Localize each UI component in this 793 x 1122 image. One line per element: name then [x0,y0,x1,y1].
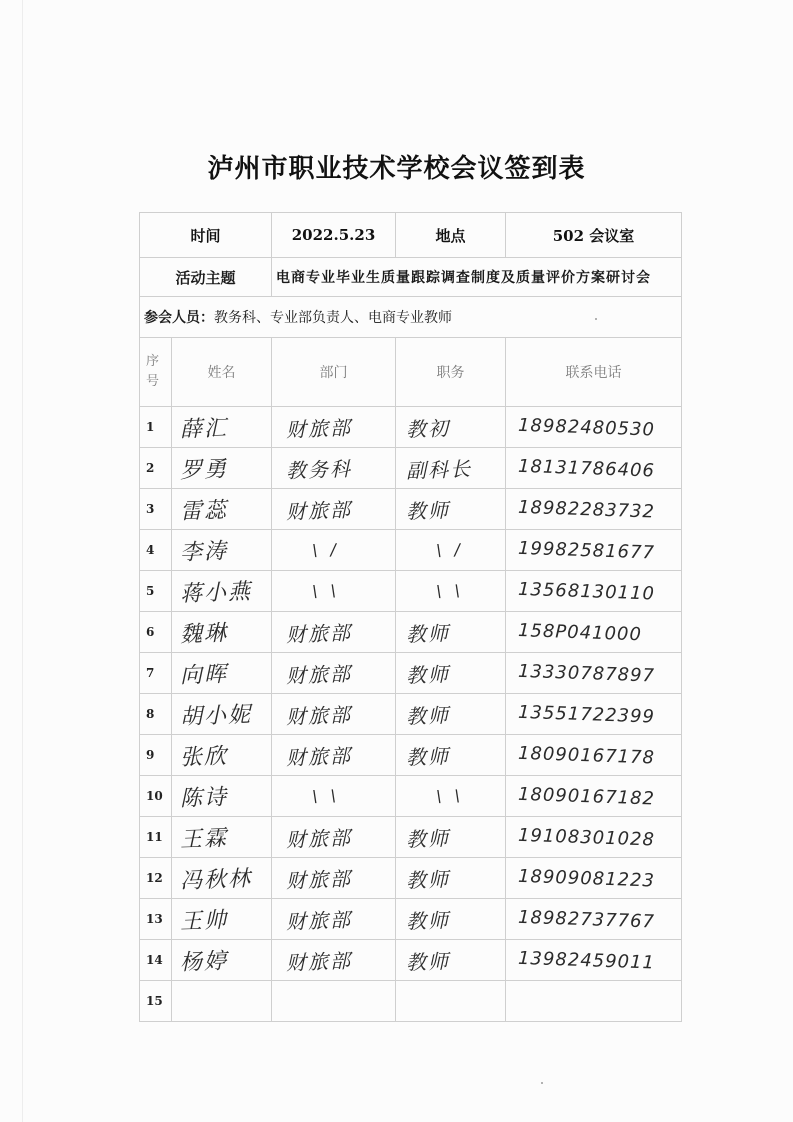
row-dept: 财旅部 [285,907,353,934]
row-title: 教师 [405,702,451,729]
row-signature-name: 魏琳 [179,620,229,648]
row-phone-cell [506,448,682,489]
row-title-cell [396,735,506,776]
row-phone-cell [506,612,682,653]
row-dept-cell [272,530,396,571]
table-row [140,899,682,940]
row-seq-cell: 2 [140,448,172,489]
row-phone: 18909081223 [517,865,656,892]
row-dept-cell [272,776,396,817]
table-row [140,776,682,817]
row-signature-name: 冯秋林 [179,866,253,894]
column-header-dept: 部门 [272,338,396,407]
row-signature-name-cell [172,530,272,571]
row-phone: 18090167182 [517,783,656,810]
row-phone-cell [506,817,682,858]
row-seq-cell: 14 [140,940,172,981]
meeting-info-row [140,213,682,258]
row-dept: \ / [311,539,341,560]
row-phone: 18982480530 [517,414,656,441]
row-dept: 财旅部 [285,620,353,647]
row-dept-cell [272,981,396,1022]
row-title-cell [396,776,506,817]
column-header-name: 姓名 [172,338,272,407]
row-dept-cell [272,489,396,530]
column-header-phone: 联系电话 [506,338,682,407]
table-row [140,571,682,612]
row-signature-name-cell [172,940,272,981]
row-signature-name: 杨婷 [179,948,229,976]
row-seq-cell: 5 [140,571,172,612]
row-title-cell [396,694,506,735]
row-dept-cell [272,817,396,858]
row-phone: 18982737767 [517,906,656,933]
row-phone-cell [506,940,682,981]
topic-row [140,258,682,297]
row-title: 副科长 [405,456,473,483]
row-title: 教初 [405,415,451,442]
row-signature-name-cell [172,489,272,530]
row-title: 教师 [405,661,451,688]
table-row [140,448,682,489]
row-title-cell [396,571,506,612]
row-title: \ \ [435,785,465,806]
row-dept-cell [272,694,396,735]
row-signature-name-cell [172,858,272,899]
row-seq-cell: 8 [140,694,172,735]
row-seq-cell: 11 [140,817,172,858]
row-signature-name-cell [172,694,272,735]
row-seq-cell: 6 [140,612,172,653]
row-dept: 财旅部 [285,743,353,770]
row-dept-cell [272,653,396,694]
row-signature-name: 雷蕊 [179,497,229,525]
place-label: 地点 [396,213,506,258]
row-dept: 财旅部 [285,825,353,852]
row-title: 教师 [405,497,451,524]
row-signature-name-cell [172,448,272,489]
row-phone: 18982283732 [517,496,656,523]
row-signature-name: 向晖 [179,661,229,689]
row-dept-cell [272,612,396,653]
row-title-cell [396,817,506,858]
row-signature-name-cell [172,653,272,694]
column-header-row [140,338,682,407]
row-dept: 财旅部 [285,702,353,729]
row-signature-name-cell [172,735,272,776]
row-signature-name-cell [172,981,272,1022]
row-dept-cell [272,858,396,899]
row-signature-name: 蒋小燕 [179,579,253,607]
table-row [140,694,682,735]
row-title-cell [396,448,506,489]
row-dept-cell [272,571,396,612]
row-dept: \ \ [311,785,341,806]
row-title: 教师 [405,620,451,647]
row-signature-name: 李涛 [179,538,229,566]
row-signature-name: 王帅 [179,907,229,935]
row-title-cell [396,612,506,653]
row-dept: \ \ [311,580,341,601]
row-title-cell [396,530,506,571]
table-row [140,407,682,448]
row-phone: 13551722399 [517,701,656,728]
attendees-label: 参会人员： [144,310,214,326]
row-dept: 财旅部 [285,497,353,524]
row-seq-cell: 9 [140,735,172,776]
row-phone-cell [506,653,682,694]
row-title: \ / [435,539,465,560]
row-phone: 158P041000 [517,619,643,645]
row-phone-cell [506,489,682,530]
table-row [140,612,682,653]
row-phone-cell [506,899,682,940]
row-dept-cell [272,899,396,940]
row-phone-cell [506,735,682,776]
row-signature-name: 薛汇 [179,415,229,443]
row-title-cell [396,940,506,981]
table-row [140,817,682,858]
row-signature-name-cell [172,571,272,612]
row-signature-name: 胡小妮 [179,702,253,730]
table-row [140,940,682,981]
row-signature-name-cell [172,899,272,940]
table-row [140,489,682,530]
row-phone: 13982459011 [517,947,656,974]
attendees-row [140,297,682,338]
row-phone-cell [506,571,682,612]
row-signature-name-cell [172,817,272,858]
row-title: 教师 [405,948,451,975]
time-value: 2022.5.23 [272,213,396,258]
row-dept: 财旅部 [285,948,353,975]
row-title: 教师 [405,907,451,934]
document-title: 泸州市职业技术学校会议签到表 [207,154,586,184]
row-phone-cell [506,858,682,899]
row-title-cell [396,858,506,899]
row-dept: 财旅部 [285,866,353,893]
row-seq-cell: 1 [140,407,172,448]
row-title-cell [396,653,506,694]
row-signature-name: 罗勇 [179,456,229,484]
scan-speck [541,1082,543,1084]
row-phone-cell [506,530,682,571]
row-phone-cell [506,981,682,1022]
row-title: 教师 [405,866,451,893]
row-dept: 财旅部 [285,415,353,442]
row-title-cell [396,981,506,1022]
row-signature-name: 陈诗 [179,784,229,812]
row-dept: 教务科 [285,456,353,483]
row-title-cell [396,899,506,940]
row-signature-name: 张欣 [179,743,229,771]
row-seq-cell: 10 [140,776,172,817]
row-phone: 13330787897 [517,660,656,687]
row-phone: 19108301028 [517,824,656,851]
table-row [140,530,682,571]
row-title-cell [396,489,506,530]
row-title: 教师 [405,743,451,770]
row-seq-cell: 3 [140,489,172,530]
table-row [140,735,682,776]
row-seq-cell: 4 [140,530,172,571]
table-row [140,858,682,899]
attendees-value: 教务科、专业部负责人、电商专业教师 [214,310,452,326]
place-value: 502 会议室 [506,213,682,258]
row-phone: 18090167178 [517,742,656,769]
row-phone: 18131786406 [517,455,656,482]
topic-value: 电商专业毕业生质量跟踪调查制度及质量评价方案研讨会 [272,258,682,297]
row-phone-cell [506,776,682,817]
row-phone-cell [506,407,682,448]
time-label: 时间 [140,213,272,258]
row-signature-name: 王霖 [179,825,229,853]
row-dept-cell [272,448,396,489]
row-seq-cell: 15 [140,981,172,1022]
row-seq-cell: 7 [140,653,172,694]
row-phone: 19982581677 [517,537,656,564]
row-dept-cell [272,407,396,448]
row-title: \ \ [435,580,465,601]
row-phone-cell [506,694,682,735]
row-seq-cell: 12 [140,858,172,899]
row-signature-name-cell [172,612,272,653]
row-signature-name-cell [172,776,272,817]
row-dept-cell [272,735,396,776]
sign-in-table [139,212,682,1022]
table-row [140,981,682,1022]
row-dept-cell [272,940,396,981]
row-dept: 财旅部 [285,661,353,688]
column-header-title: 职务 [396,338,506,407]
row-phone: 13568130110 [517,578,656,605]
row-seq-cell: 13 [140,899,172,940]
row-signature-name-cell [172,407,272,448]
row-title: 教师 [405,825,451,852]
signature-rows [140,407,682,1022]
column-header-seq: 序号 [140,338,172,407]
row-title-cell [396,407,506,448]
topic-label: 活动主题 [140,258,272,297]
table-row [140,653,682,694]
attendees-cell [140,297,682,338]
